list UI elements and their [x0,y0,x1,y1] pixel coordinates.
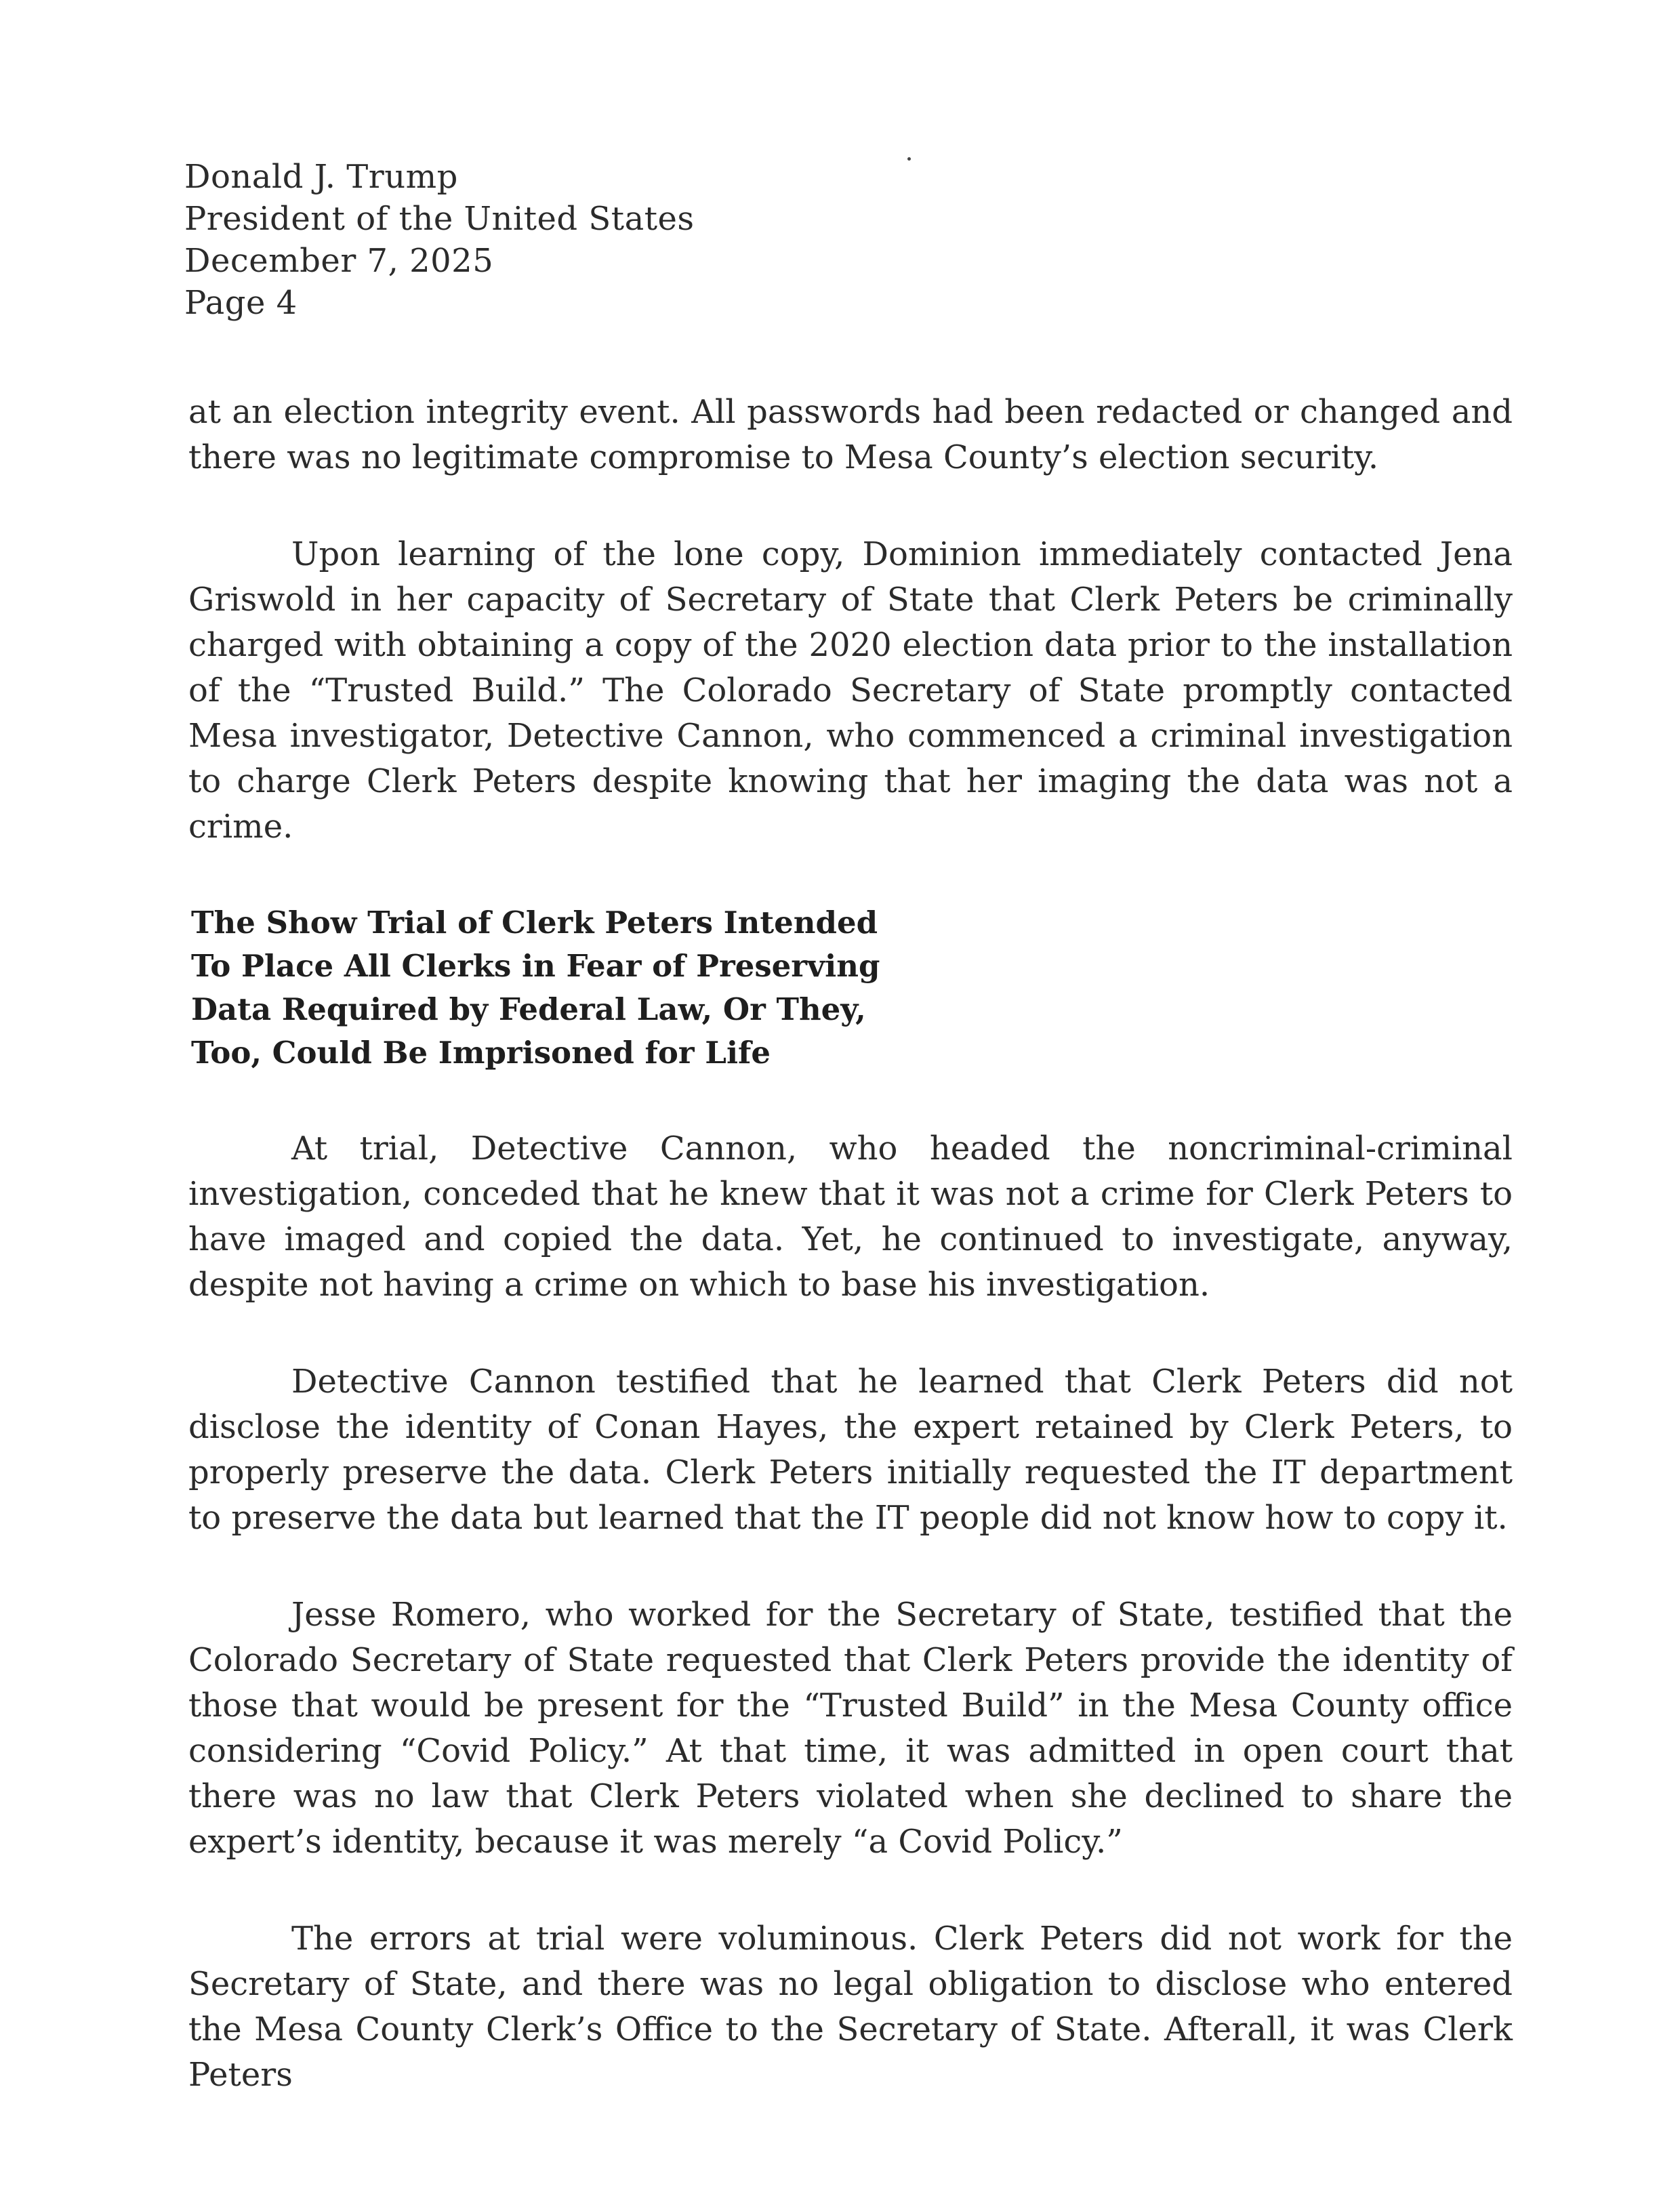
letterhead [184,156,695,324]
sender-name: Donald J. Trump [184,158,458,196]
scan-speck [907,157,911,161]
paragraph-testimony: Detective Cannon testified that he learned that Clerk Peters did not disclose the identity of Conan Hayes, the expert retained by Clerk Peters, to properly preserve the data. Clerk Peters initially requested the IT department to preserve the data but learned that the IT people did not know how to copy it. [188,1363,1513,1537]
page-number: Page 4 [184,284,298,322]
section-heading [191,901,937,1075]
paragraph-dominion: Upon learning of the lone copy, Dominion immediately contacted Jena Griswold in her capacity of Secretary of State that Clerk Peters be criminally charged with obtaining a copy of the 2020 election data prior to the installation of the “Trusted Build.” The Colorado Secretary of State promptly contacted Mesa investigator, Detective Cannon, who commenced a criminal investigation to charge Clerk Peters despite knowing that her imaging the data was not a crime. [188,535,1513,846]
paragraph-trial: At trial, Detective Cannon, who headed the noncriminal-criminal investigation, conceded that he knew that it was not a crime for Clerk Peters to have imaged and copied the data. Yet, he continued to investigate, anyway, despite not having a crime on which to base his investigation. [188,1130,1513,1304]
heading-line-1: The Show Trial of Clerk Peters Intended [191,905,878,941]
paragraph-romero: Jesse Romero, who worked for the Secretary of State, testified that the Colorado Secretary of State requested that Clerk Peters provide the identity of those that would be present for the “Trusted Build” in the Mesa County office considering “Covid Policy.” At that time, it was admitted in open court that there was no law that Clerk Peters violated when she declined to share the expert’s identity, because it was merely “a Covid Policy.” [188,1596,1513,1861]
heading-line-4: Too, Could Be Imprisoned for Life [191,1035,771,1071]
heading-line-3: Data Required by Federal Law, Or They, [191,991,866,1027]
paragraph-continuation: at an election integrity event. All passwords had been redacted or changed and there was no legitimate compromise to Mesa County’s election security. [188,393,1513,476]
letter-date: December 7, 2025 [184,242,494,280]
heading-line-2: To Place All Clerks in Fear of Preserving [191,948,880,984]
letter-body [188,390,1513,2149]
paragraph-errors: The errors at trial were voluminous. Clerk Peters did not work for the Secretary of State, and there was no legal obligation to disclose who entered the Mesa County Clerk’s Office to the Secretary of State. Afterall, it was Clerk Peters [188,1920,1513,2094]
sender-title: President of the United States [184,200,695,238]
